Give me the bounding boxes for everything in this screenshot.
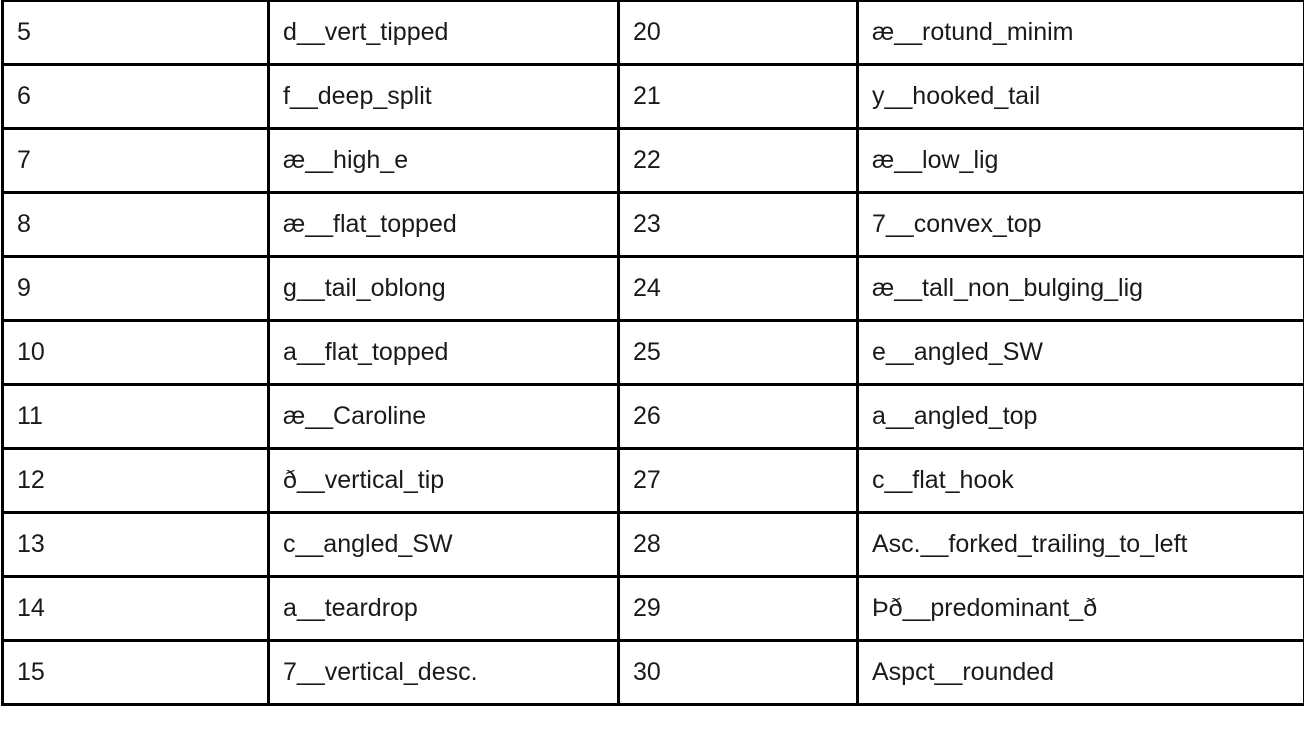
feature-name-cell: c__angled_SW [269,513,619,577]
feature-name-cell: c__flat_hook [858,449,1304,513]
table-row [3,1,1304,65]
feature-name-cell: æ__high_e [269,129,619,193]
feature-name-cell: d__vert_tipped [269,1,619,65]
table-row [3,257,1304,321]
feature-name-cell: ð__vertical_tip [269,449,619,513]
table-row [3,385,1304,449]
feature-table-body [3,1,1304,705]
row-number-cell: 27 [619,449,858,513]
feature-name-cell: a__teardrop [269,577,619,641]
feature-name-cell: æ__low_lig [858,129,1304,193]
row-number-cell: 8 [3,193,269,257]
row-number-cell: 29 [619,577,858,641]
table-row [3,577,1304,641]
row-number-cell: 26 [619,385,858,449]
feature-name-cell: Aspct__rounded [858,641,1304,705]
feature-name-cell: æ__rotund_minim [858,1,1304,65]
feature-name-cell: a__flat_topped [269,321,619,385]
row-number-cell: 30 [619,641,858,705]
table-row [3,641,1304,705]
row-number-cell: 28 [619,513,858,577]
feature-name-cell: f__deep_split [269,65,619,129]
row-number-cell: 11 [3,385,269,449]
feature-name-cell: g__tail_oblong [269,257,619,321]
row-number-cell: 9 [3,257,269,321]
row-number-cell: 15 [3,641,269,705]
table-row [3,449,1304,513]
row-number-cell: 13 [3,513,269,577]
row-number-cell: 10 [3,321,269,385]
feature-name-cell: 7__convex_top [858,193,1304,257]
feature-name-cell: æ__Caroline [269,385,619,449]
feature-table [1,0,1304,706]
table-row [3,129,1304,193]
feature-name-cell: æ__tall_non_bulging_lig [858,257,1304,321]
feature-name-cell: æ__flat_topped [269,193,619,257]
row-number-cell: 20 [619,1,858,65]
feature-name-cell: 7__vertical_desc. [269,641,619,705]
feature-name-cell: a__angled_top [858,385,1304,449]
row-number-cell: 22 [619,129,858,193]
row-number-cell: 23 [619,193,858,257]
row-number-cell: 14 [3,577,269,641]
feature-name-cell: y__hooked_tail [858,65,1304,129]
feature-name-cell: Asc.__forked_trailing_to_left [858,513,1304,577]
table-row [3,193,1304,257]
row-number-cell: 7 [3,129,269,193]
feature-name-cell: Þð__predominant_ð [858,577,1304,641]
row-number-cell: 12 [3,449,269,513]
feature-name-cell: e__angled_SW [858,321,1304,385]
row-number-cell: 25 [619,321,858,385]
row-number-cell: 21 [619,65,858,129]
table-row [3,65,1304,129]
row-number-cell: 24 [619,257,858,321]
table-row [3,513,1304,577]
row-number-cell: 6 [3,65,269,129]
row-number-cell: 5 [3,1,269,65]
table-row [3,321,1304,385]
